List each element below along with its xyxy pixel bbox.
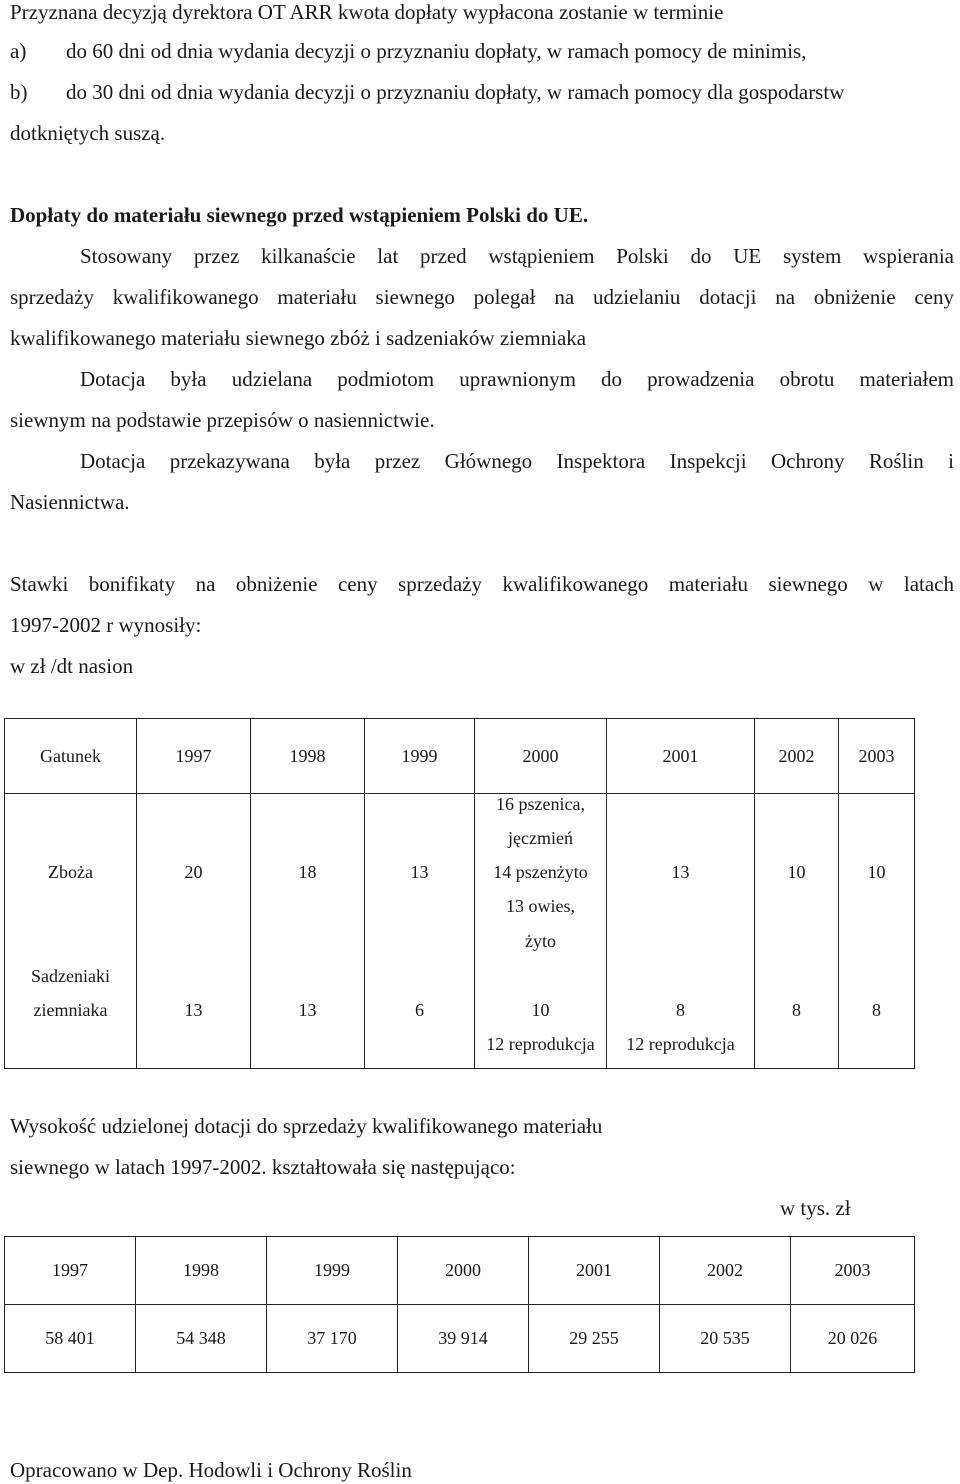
header-cell: 1997 xyxy=(137,719,251,794)
rate-value: żyto xyxy=(525,931,556,951)
list-marker-b: b) xyxy=(10,80,28,104)
rate-value: 8 xyxy=(872,1000,881,1020)
rate-value: 6 xyxy=(415,1000,424,1020)
rate-value: 10 xyxy=(787,862,806,882)
header-cell: 2003 xyxy=(839,719,915,794)
rate-value: 18 xyxy=(298,862,317,882)
value-cell xyxy=(755,794,839,1069)
species-label: ziemniaka xyxy=(33,1000,108,1020)
rate-value: 13 xyxy=(298,1000,317,1020)
paragraph-2-line: Dotacja była udzielana podmiotom uprawnionym do prowadzenia obrotu materiałem xyxy=(80,367,954,391)
section-heading: Dopłaty do materiału siewnego przed wstąpieniem Polski do UE. xyxy=(10,203,589,227)
rates-intro-line: 1997-2002 r wynosiły: xyxy=(10,613,202,637)
subsidy-intro-line: Wysokość udzielonej dotacji do sprzedaży kwalifikowanego materiału xyxy=(10,1114,603,1138)
intro-line: Przyznana decyzją dyrektora OT ARR kwota dopłaty wypłacona zostanie w terminie xyxy=(10,0,724,24)
subsidy-unit: w tys. zł xyxy=(780,1196,851,1220)
amount-cell: 58 401 xyxy=(5,1305,136,1373)
header-cell: 2000 xyxy=(475,719,607,794)
subsidy-table xyxy=(4,1236,915,1373)
rates-table xyxy=(4,718,915,1069)
list-marker-a: a) xyxy=(10,39,27,63)
amount-cell: 29 255 xyxy=(529,1305,660,1373)
year-cell: 2003 xyxy=(791,1237,915,1305)
year-cell: 1999 xyxy=(267,1237,398,1305)
amount-cell: 39 914 xyxy=(398,1305,529,1373)
value-cell xyxy=(839,794,915,1069)
rate-value: 8 xyxy=(676,1000,685,1020)
rate-value: 10 xyxy=(867,862,886,882)
amount-cell: 20 026 xyxy=(791,1305,915,1373)
year-cell: 2001 xyxy=(529,1237,660,1305)
amount-cell: 37 170 xyxy=(267,1305,398,1373)
rate-value: 10 xyxy=(531,1000,550,1020)
subsidy-intro-line: siewnego w latach 1997-2002. kształtowała się następująco: xyxy=(10,1155,516,1179)
header-cell: Gatunek xyxy=(5,719,137,794)
header-cell: 2002 xyxy=(755,719,839,794)
species-label: Sadzeniaki xyxy=(31,966,110,986)
header-cell: 1998 xyxy=(251,719,365,794)
paragraph-2-line: siewnym na podstawie przepisów o nasiennictwie. xyxy=(10,408,435,432)
rate-value: 12 reprodukcja xyxy=(626,1034,735,1054)
paragraph-1-line: kwalifikowanego materiału siewnego zbóż i sadzeniaków ziemniaka xyxy=(10,326,587,350)
year-cell: 1997 xyxy=(5,1237,136,1305)
rate-value: 12 reprodukcja xyxy=(486,1034,595,1054)
table-header-row xyxy=(5,719,915,794)
header-cell: 1999 xyxy=(365,719,475,794)
paragraph-3-line: Nasiennictwa. xyxy=(10,490,130,514)
value-cell xyxy=(251,794,365,1069)
year-cell: 2002 xyxy=(660,1237,791,1305)
subsidy-values-row xyxy=(5,1305,915,1373)
amount-cell: 54 348 xyxy=(136,1305,267,1373)
rate-value: jęczmień xyxy=(508,828,573,848)
rate-value: 8 xyxy=(792,1000,801,1020)
species-cell xyxy=(5,794,137,1069)
list-item-b: do 30 dni od dnia wydania decyzji o przyznaniu dopłaty, w ramach pomocy dla gospodarstw xyxy=(66,80,845,104)
header-cell: 2001 xyxy=(607,719,755,794)
rate-value: 13 owies, xyxy=(506,896,575,916)
rate-value: 13 xyxy=(410,862,429,882)
value-cell xyxy=(365,794,475,1069)
rate-value: 16 pszenica, xyxy=(496,794,585,814)
rates-unit: w zł /dt nasion xyxy=(10,654,134,678)
paragraph-1-line: Stosowany przez kilkanaście lat przed wstąpieniem Polski do UE system wspierania xyxy=(80,244,954,268)
list-item-a: do 60 dni od dnia wydania decyzji o przyznaniu dopłaty, w ramach pomocy de minimis, xyxy=(66,39,807,63)
value-cell xyxy=(475,794,607,1069)
subsidy-years-row xyxy=(5,1237,915,1305)
paragraph-3-line: Dotacja przekazywana była przez Głównego Inspektora Inspekcji Ochrony Roślin i xyxy=(80,449,954,473)
year-cell: 2000 xyxy=(398,1237,529,1305)
footer-credit: Opracowano w Dep. Hodowli i Ochrony Roślin xyxy=(10,1458,412,1482)
rate-value: 14 pszenżyto xyxy=(493,862,588,882)
value-cell xyxy=(137,794,251,1069)
table-row-zboza xyxy=(5,794,915,1069)
year-cell: 1998 xyxy=(136,1237,267,1305)
rate-value: 20 xyxy=(184,862,203,882)
rate-value: 13 xyxy=(671,862,690,882)
amount-cell: 20 535 xyxy=(660,1305,791,1373)
rate-value: 13 xyxy=(184,1000,203,1020)
value-cell xyxy=(607,794,755,1069)
paragraph-1-line: sprzedaży kwalifikowanego materiału siewnego polegał na udzielaniu dotacji na obniżenie ceny xyxy=(10,285,954,309)
list-item-b-continuation: dotkniętych suszą. xyxy=(10,121,166,145)
rates-intro-line: Stawki bonifikaty na obniżenie ceny sprzedaży kwalifikowanego materiału siewnego w latach xyxy=(10,572,954,596)
species-label: Zboża xyxy=(48,862,93,882)
